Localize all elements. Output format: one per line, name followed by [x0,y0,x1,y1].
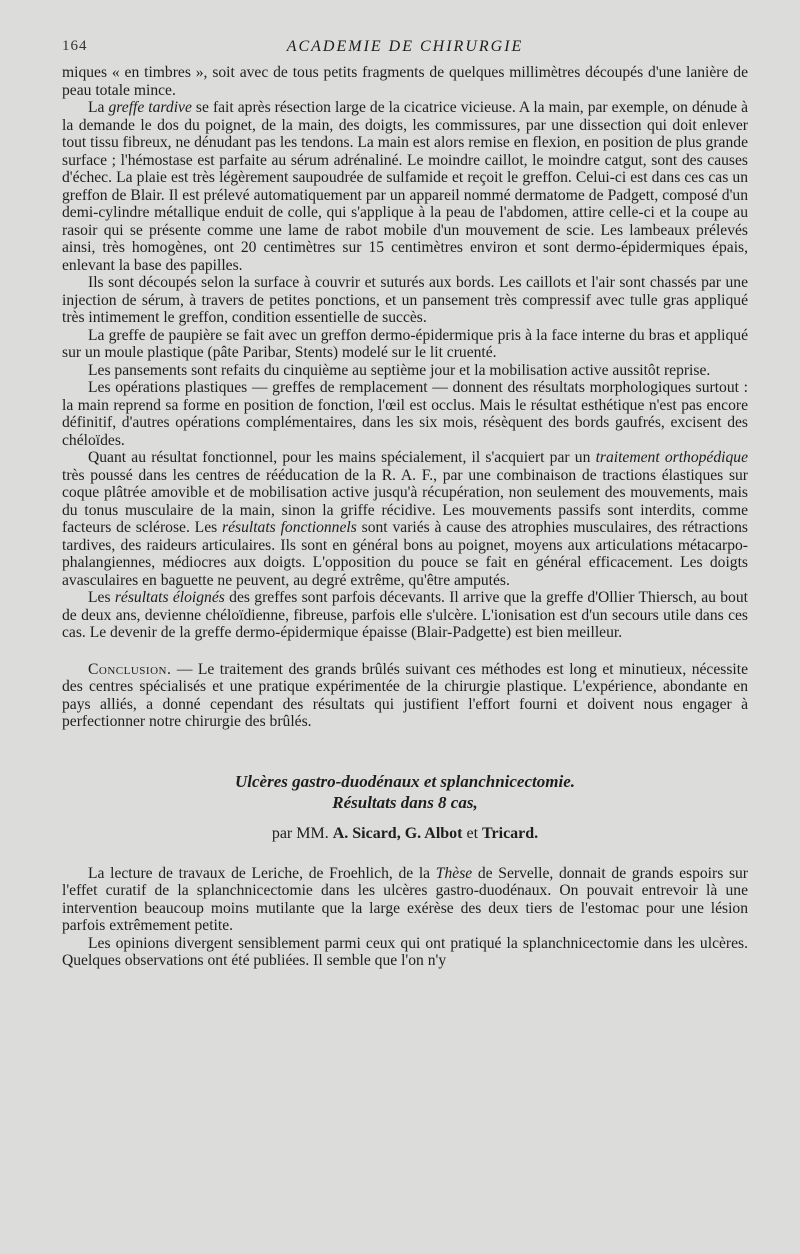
paragraph: Les opérations plastiques — greffes de remplacement — donnent des résultats morphologiques surtout : la main reprend sa forme en position de fonction, l'œil est occlus. Mais le résultat esthétique n'est pas encore définitif, d'autres opérations complémentaires, dans les six mois, résèquent des bords gaufrés, excisent des chéloïdes. [62,379,748,449]
authors: A. Sicard, G. Albot [332,824,463,842]
paragraph: Quant au résultat fonctionnel, pour les mains spécialement, il s'acquiert par un traitement orthopédique très poussé dans les centres de rééducation de la R. A. F., par une combinaison de tractions élastiques sur coque plâtrée amovible et de mobilisation active jusqu'à récupération, non seulement des mouvements, mais du tonus musculaire de la main, sinon la griffe récidive. Les mouvements passifs sont interdits, comme facteurs de sclérose. Les résultats fonctionnels sont variés à cause des atrophies musculaires, des rétractions tardives, des raideurs articulaires. Ils sont en général bons au poignet, moyens aux articulations métacarpo-phalangiennes, médiocres aux doigts. L'opposition du pouce se fait en général efficacement. Les doigts avasculaires en baguette ne peuvent, au degré extrême, qu'être amputés. [62,449,748,589]
byline: par MM. A. Sicard, G. Albot et Tricard. [271,824,539,842]
paragraph: Les résultats éloignés des greffes sont parfois décevants. Il arrive que la greffe d'Ollier Thiersch, au bout de deux ans, devienne chéloïdienne, fibreuse, parfois elle s'ulcère. L'ionisation est d'un secours utile dans ces cas. Le devenir de la greffe dermo-épidermique épaisse (Blair-Padgette) est bien meilleur. [62,589,748,641]
paragraph: miques « en timbres », soit avec de tous petits fragments de quelques millimètres découpés d'une lanière de peau totale mince. [62,64,748,99]
emphasis: greffe tardive [108,99,192,116]
conclusion-label: Conclusion. [88,660,172,678]
page-number: 164 [62,38,88,54]
body-text [62,64,748,731]
paragraph: Les opinions divergent sensiblement parmi ceux qui ont pratiqué la splanchnicectomie dans les ulcères. Quelques observations ont été publiées. Il semble que l'on n'y [62,934,748,969]
emphasis: traitement orthopédique [595,449,748,466]
article-heading [62,771,748,843]
running-title: ACADEMIE DE CHIRURGIE [286,38,524,55]
author-last: Tricard. [482,824,539,842]
emphasis: Thèse [435,864,473,882]
article-title-line-2: Résultats dans 8 cas, [332,792,478,812]
paragraph: Ils sont découpés selon la surface à couvrir et suturés aux bords. Les caillots et l'air sont chassés par une injection de sérum, à travers de petites ponctions, et un pansement très compressif avec tulle gras appliqué très intimement le greffon, condition essentielle de succès. [62,274,748,326]
paragraph: La greffe tardive se fait après résection large de la cicatrice vicieuse. A la main, par exemple, on dénude à la demande le dos du poignet, de la main, des doigts, les commissures, par une dissection qui doit enlever tout tissu fibreux, ne dénudant pas les tendons. La main est alors remise en flexion, en position de plus grande surface ; l'hémostase est parfaite au sérum adrénaliné. Le moindre caillot, le moindre catgut, sont des causes d'échec. La plaie est très légèrement saupoudrée de sulfamide et reçoit le greffon. Celui-ci est dans ces cas un greffon de Blair. Il est prélevé automatiquement par un appareil nommé dermatome de Padgett, composé d'un demi-cylindre métallique enduit de colle, qui s'applique à la peau de l'abdomen, attire celle-ci et la coupe au rasoir qui se présente comme une lame de rabot mobile d'un mouvement de scie. Les lambeaux prélevés ainsi, très homogènes, ont 20 centimètres sur 15 centimètres environ et sont dermo-épidermiques épais, enlevant la base des papilles. [62,99,748,274]
conclusion-paragraph: Conclusion. — Le traitement des grands brûlés suivant ces méthodes est long et minutieux, nécessite des centres spécialisés et une pratique expérimentée de la chirurgie plastique. L'expérience, abondante en pays alliés, a donné cependant des résultats qui justifient l'effort fourni et doivent nous engager à perfectionner notre chirurgie des brûlés. [62,660,748,730]
page-header [62,38,748,64]
paragraph: La greffe de paupière se fait avec un greffon dermo-épidermique pris à la face interne du bras et appliqué sur un moule plastique (pâte Paribar, Stents) modelé sur le lit cruenté. [62,326,748,361]
emphasis: résultats fonctionnels [222,519,357,536]
article-body [62,865,748,970]
paragraph: La lecture de travaux de Leriche, de Froehlich, de la Thèse de Servelle, donnait de grands espoirs sur l'effet curatif de la splanchnicectomie dans les ulcères gastro-duodénaux. On pouvait entrevoir là une intervention beaucoup moins mutilante que la large exérèse des deux tiers de l'estomac pour une lésion parfois extrêmement petite. [62,864,749,934]
article-title-line-1: Ulcères gastro-duodénaux et splanchnicectomie. [235,771,575,791]
paragraph: Les pansements sont refaits du cinquième au septième jour et la mobilisation active aussitôt reprise. [88,361,711,379]
emphasis: résultats éloignés [114,589,225,606]
